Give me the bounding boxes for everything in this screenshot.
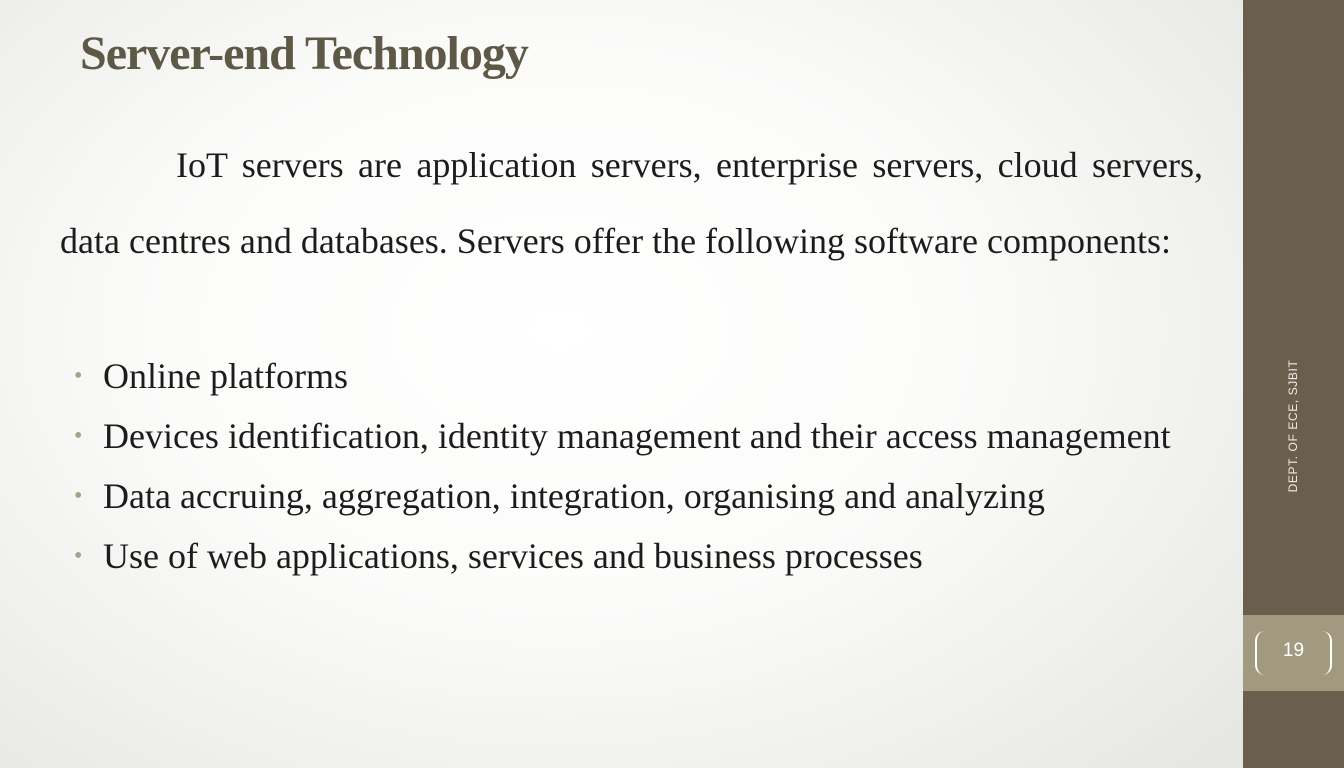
bullet-list bbox=[74, 356, 1184, 596]
bullet-text: Data accruing, aggregation, integration, organising and analyzing bbox=[103, 476, 1046, 516]
bullet-item-data-accruing bbox=[74, 476, 1184, 516]
page-number-badge bbox=[1243, 615, 1344, 691]
bullet-icon: • bbox=[74, 423, 83, 449]
bullet-icon: • bbox=[74, 483, 83, 509]
slide-title: Server-end Technology bbox=[80, 27, 528, 80]
bullet-item-web-applications bbox=[74, 536, 1184, 576]
bullet-item-online-platforms bbox=[74, 356, 1184, 396]
bullet-item-device-identification bbox=[74, 416, 1184, 456]
bullet-icon: • bbox=[74, 363, 83, 389]
footer-department-text: DEPT. OF ECE, SJBIT bbox=[1286, 359, 1300, 493]
page-number: 19 bbox=[1282, 640, 1305, 661]
bullet-text: Online platforms bbox=[103, 356, 348, 396]
bullet-text: Devices identification, identity management and their access management bbox=[103, 416, 1171, 456]
intro-paragraph: IoT servers are application servers, enterprise servers, cloud servers, data centres and databases. Servers offer the following software components: bbox=[60, 145, 1203, 261]
bullet-text: Use of web applications, services and business processes bbox=[103, 536, 923, 576]
bullet-icon: • bbox=[74, 543, 83, 569]
